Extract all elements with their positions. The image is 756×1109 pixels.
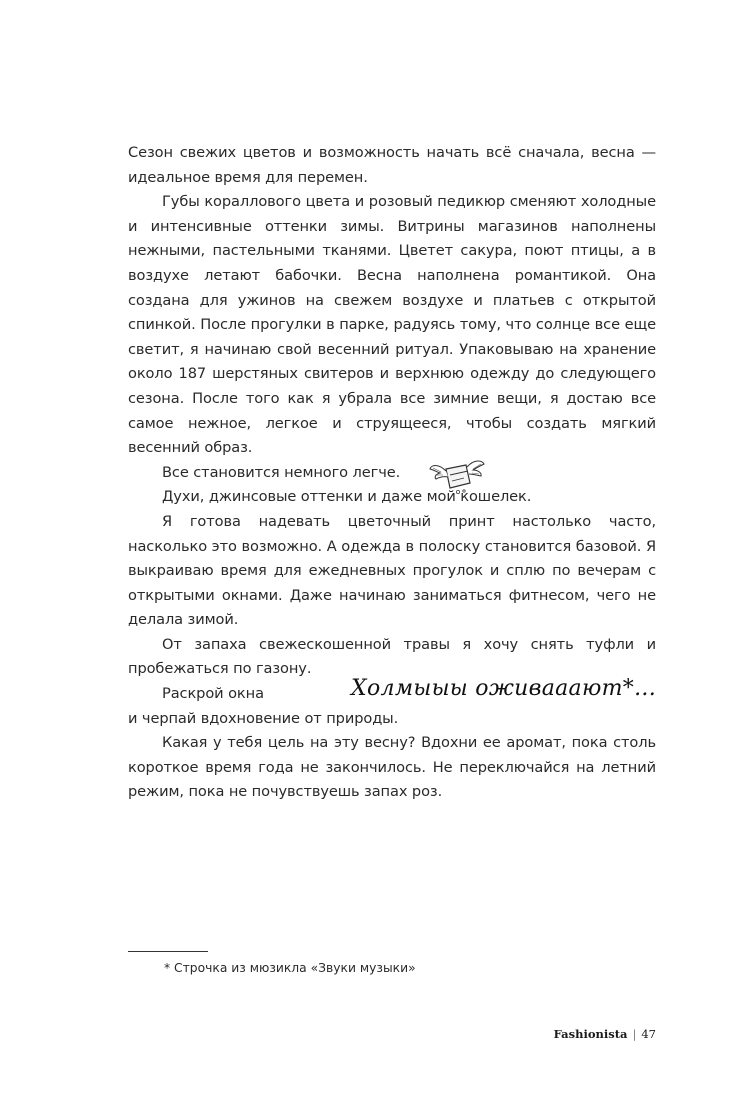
paragraph-3-line xyxy=(128,461,656,486)
paragraph-4: Духи, джинсовые оттенки и даже мой кошелек. xyxy=(162,488,532,506)
paragraph-8: Какая у тебя цель на эту весну? Вдохни ее аромат, пока столь короткое время года не закончилось. Не переключайся на летний режим, пока не почувствуешь запах роз. xyxy=(128,734,656,801)
paragraph-6: От запаха свежескошенной травы я хочу снять туфли и пробежаться по газону. xyxy=(128,635,656,678)
paragraph-5: Я готова надевать цветочный принт настолько часто, насколько это возможно. А одежда в полоску становится базовой. Я выкраиваю время для ежедневных прогулок и сплю по вечерам с открытыми окнами. Даже начинаю заниматься фитнесом, чего не делала зимой. xyxy=(128,512,656,629)
running-footer xyxy=(554,1027,656,1041)
footnote-divider xyxy=(128,951,208,952)
main-text xyxy=(128,141,656,805)
paragraph-2: Губы кораллового цвета и розовый педикюр сменяют холодные и интенсивные оттенки зимы. Витрины магазинов наполнены нежными, пастельными тканями. Цветет сакура, поют птицы, а в воздухе летают бабочки. Весна наполнена романтикой. Она создана для ужинов на свежем воздухе и платьев с открытой спинкой. После прогулки в парке, радуясь тому, что солнце все еще светит, я начинаю свой весенний ритуал. Упаковываю на хранение около 187 шерстяных свитеров и верхнюю одежду до следующего сезона. После того как я убрала все зимние вещи, я достаю все самое нежное, легкое и струящееся, чтобы создать мягкий весенний образ. xyxy=(128,193,656,457)
footer-separator: | xyxy=(632,1027,637,1041)
page-number: 47 xyxy=(641,1027,656,1041)
paragraph-7-end: и черпай вдохновение от природы. xyxy=(128,709,399,727)
paragraph-7-line xyxy=(128,676,656,707)
paragraph-1: Сезон свежих цветов и возможность начать всё сначала, весна — идеальное время для перемен. xyxy=(128,144,656,186)
footnote: * Строчка из мюзикла «Звуки музыки» xyxy=(164,961,416,975)
song-quote: Холмыыы оживааают*... xyxy=(351,676,656,702)
book-title: Fashionista xyxy=(553,1027,628,1041)
paragraph-3: Все становится немного легче. xyxy=(162,463,401,481)
paragraph-7-start: Раскрой окна xyxy=(162,685,264,703)
flying-wallet-icon xyxy=(428,455,486,495)
